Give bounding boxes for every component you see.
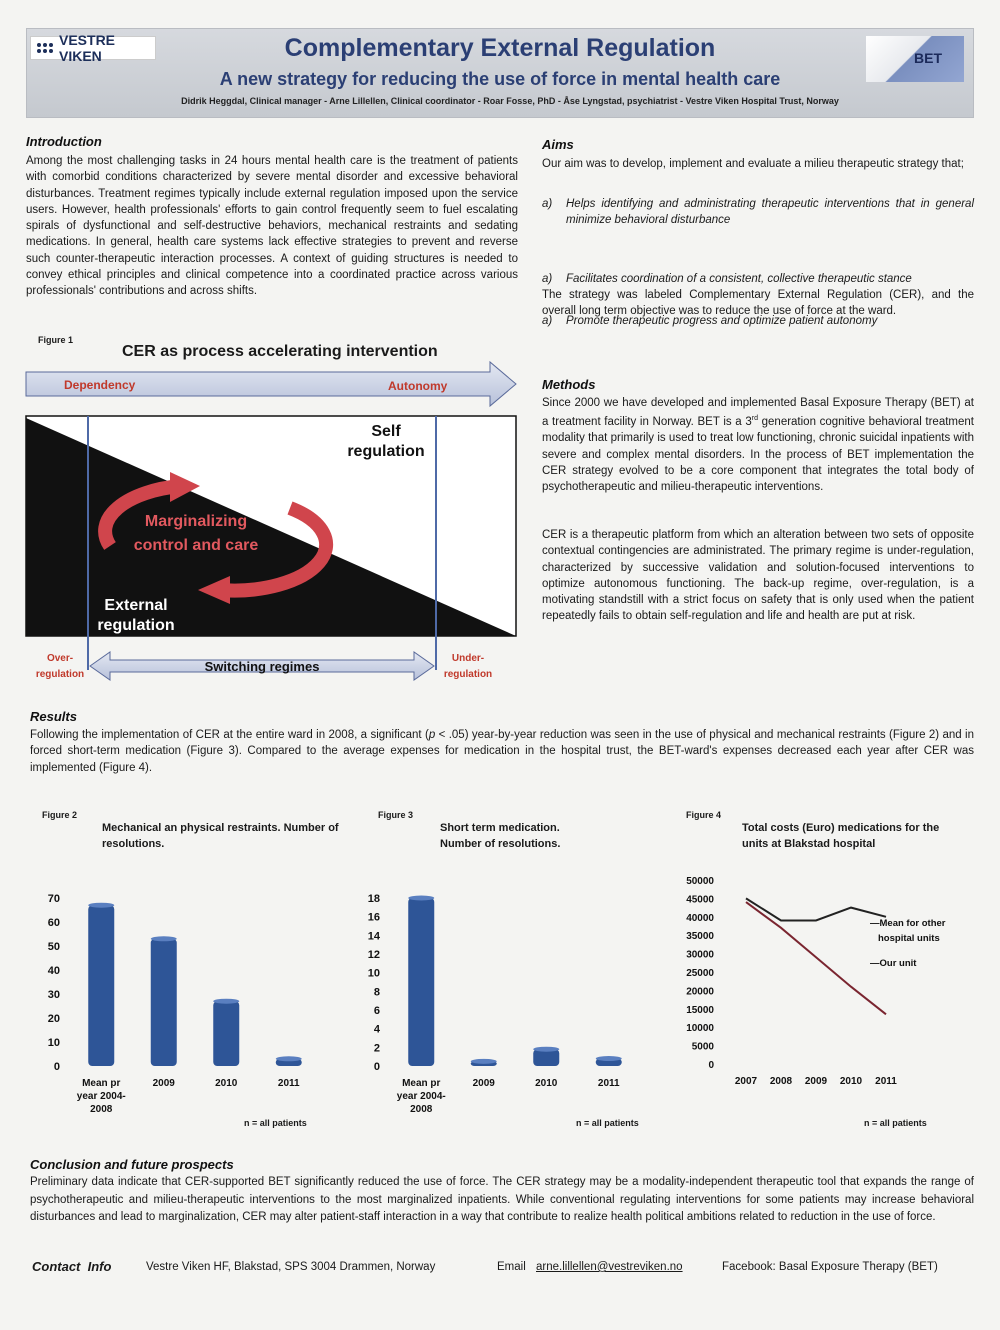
bar xyxy=(151,939,177,1066)
aims-heading: Aims xyxy=(542,137,574,152)
y-tick-label: 50000 xyxy=(686,876,714,887)
bet-badge xyxy=(866,36,964,82)
x-tick-label: 2009 xyxy=(804,1076,828,1087)
y-tick-label: 30000 xyxy=(686,949,714,961)
aims-item-3: a) Promote therapeutic progress and optimize patient autonomy xyxy=(542,315,878,327)
bet-badge-text: BET xyxy=(914,50,942,66)
y-tick-label: 8 xyxy=(373,986,380,999)
y-tick-label: 18 xyxy=(367,893,380,905)
over-regulation-label-2: regulation xyxy=(35,669,85,680)
x-tick-label: 2011 xyxy=(597,1078,620,1089)
introduction-text: Among the most challenging tasks in 24 hours mental health care is the treatment of patients with comorbid conditions characterized by severe mental disorder and excessive behavioral disturbances. Treatment regimes typically include external regulation imposed upon the service users. However, health professionals' efforts to gain control frequently seem to fuel escalating spirals of dysfunctional and self-destructive behaviors, mechanical restraints and sedating medications. In general, health care systems lack effective strategies to prevent and reverse such counter-therapeutic interaction processes. A context of guiding structures is needed to convey ethical principles and clinical competence into a coordinated practice across various professionals' contributions and across shifts. xyxy=(26,155,518,298)
legend-entry-mean-cont: hospital units xyxy=(878,933,940,944)
y-tick-label: 10000 xyxy=(686,1023,714,1035)
x-tick-label: 2010 xyxy=(535,1078,558,1089)
under-regulation-label-1: Under- xyxy=(451,653,485,664)
y-tick-label: 12 xyxy=(367,949,380,961)
external-regulation-label-1: External xyxy=(104,597,168,614)
y-tick-label: 16 xyxy=(367,911,380,924)
bar-top xyxy=(88,903,114,908)
bar xyxy=(213,1001,239,1066)
aims-item-1: a) Helps identifying and administrating therapeutic interventions that in general minimize behavioral disturbance xyxy=(542,198,974,226)
y-tick-label: 30 xyxy=(47,989,60,1001)
y-tick-label: 50 xyxy=(47,941,60,953)
x-tick-label: year 2004- xyxy=(76,1091,126,1102)
over-regulation-label-1: Over- xyxy=(46,653,74,664)
vestre-viken-logo xyxy=(30,32,156,64)
bar xyxy=(88,905,114,1066)
external-regulation-label-2: regulation xyxy=(97,617,175,634)
x-tick-label: 2007 xyxy=(734,1076,758,1087)
x-tick-label: 2009 xyxy=(472,1078,495,1089)
figure2-note: n = all patients xyxy=(244,1118,307,1128)
bar-top xyxy=(276,1056,302,1061)
marginalizing-label-1: Marginalizing xyxy=(144,513,248,530)
figure3-chart xyxy=(350,880,650,1120)
y-tick-label: 40000 xyxy=(686,912,714,924)
self-regulation-label-1: Self xyxy=(371,423,401,440)
contact-email-link[interactable]: arne.lillellen@vestreviken.no xyxy=(536,1261,683,1273)
y-tick-label: 5000 xyxy=(691,1041,714,1053)
contact-email-label: Email xyxy=(497,1261,526,1273)
contact-address: Vestre Viken HF, Blakstad, SPS 3004 Drammen, Norway xyxy=(146,1261,436,1273)
aims-outro: The strategy was labeled Complementary External Regulation (CER), and the overall long term objective was to reduce the use of force at the ward. xyxy=(542,289,974,318)
methods-paragraph-2: CER is a therapeutic platform from which an alteration between two sets of opposite contextual contingencies are administrated. The primary regime is under-regulation, characterized by successive validation and solution-focused interventions to optimize autonomous functioning. The back-up regime, over-regulation, is a motivating standstill with a strict focus on safety that is only used when the patient repeatedly fails to obtain self-regulation and life and health are put at risk. xyxy=(542,529,974,623)
y-tick-label: 35000 xyxy=(686,931,714,943)
legend-entry-mean: —Mean for other xyxy=(870,918,946,929)
marginalizing-label-2: control and care xyxy=(133,537,259,554)
x-tick-label: 2008 xyxy=(90,1104,113,1115)
contact-heading: Contact Info xyxy=(32,1259,112,1274)
y-tick-label: 60 xyxy=(47,917,60,929)
y-tick-label: 20000 xyxy=(686,986,714,998)
switching-regimes-label: Switching regimes xyxy=(204,659,320,674)
dependency-label: Dependency xyxy=(64,378,136,392)
figure2-title: Mechanical an physical restraints. Number of resolutions. xyxy=(102,822,339,850)
conclusion-text: Preliminary data indicate that CER-supported BET significantly reduced the use of force. The CER strategy may be a modality-independent therapeutic tool that expands the range of psychotherapeutic and milieu-therapeutic interventions to the most marginalized inpatients. While conventional regulating interventions for some patients may increase behavioral disturbances and lead to marginalization, CER may alter patient-staff interaction in a way that contribute to realize health political ambitions related to reduction in the use of force. xyxy=(30,1176,974,1223)
y-tick-label: 0 xyxy=(708,1060,714,1071)
x-tick-label: 2008 xyxy=(769,1076,793,1087)
x-tick-label: 2011 xyxy=(875,1076,897,1087)
autonomy-label: Autonomy xyxy=(388,379,448,393)
figure3-label: Figure 3 xyxy=(378,810,414,820)
figure3-note: n = all patients xyxy=(576,1118,639,1128)
x-tick-label: 2009 xyxy=(152,1078,175,1089)
y-tick-label: 70 xyxy=(47,893,60,905)
under-regulation-label-2: regulation xyxy=(443,669,493,680)
aims-intro: Our aim was to develop, implement and evaluate a milieu therapeutic strategy that; xyxy=(542,158,964,170)
poster-subtitle: A new strategy for reducing the use of force in mental health care xyxy=(219,69,781,89)
poster-authors: Didrik Heggdal, Clinical manager - Arne Lillellen, Clinical coordinator - Roar Fosse, PhD - Åse Lyngstad, psychiatrist - Vestre Viken Hospital Trust, Norway xyxy=(181,96,839,106)
figure4-note: n = all patients xyxy=(864,1118,927,1128)
figure4-title: Total costs (Euro) medications for the units at Blakstad hospital xyxy=(742,822,940,850)
x-tick-label: Mean pr xyxy=(82,1078,121,1089)
methods-paragraph-1: Since 2000 we have developed and implemented Basal Exposure Therapy (BET) at a treatment facility in Norway. BET is a 3rd generation cognitive behavioral treatment modality that primarily is used to treat low functioning, chronic suicidal inpatients with severe and complex mental disorders. In the process of BET implementation the CER strategy evolved to be a core component that integrates the total body of psychotherapeutic and milieu-therapeutic interventions. xyxy=(542,397,974,494)
aims-item-2: a) Facilitates coordination of a consistent, collective therapeutic stance xyxy=(542,273,912,285)
contact-facebook: Facebook: Basal Exposure Therapy (BET) xyxy=(722,1261,938,1273)
y-tick-label: 0 xyxy=(373,1061,380,1073)
bar-top xyxy=(213,999,239,1004)
y-tick-label: 10 xyxy=(47,1037,60,1049)
self-regulation-label-2: regulation xyxy=(347,443,425,460)
y-tick-label: 15000 xyxy=(686,1004,714,1016)
introduction-heading: Introduction xyxy=(26,134,102,149)
bar xyxy=(533,1049,559,1066)
bar-top xyxy=(596,1056,622,1061)
logo-text: VESTRE VIKEN xyxy=(59,32,116,64)
conclusion-heading: Conclusion and future prospects xyxy=(30,1157,234,1172)
x-tick-label: 2010 xyxy=(215,1078,238,1089)
bar xyxy=(408,898,434,1066)
series-line xyxy=(746,902,886,1014)
figure2-label: Figure 2 xyxy=(42,810,78,820)
bar-top xyxy=(408,896,434,901)
logo-dots-icon xyxy=(37,43,53,53)
x-tick-label: year 2004- xyxy=(396,1091,446,1102)
figure1-title: CER as process accelerating intervention xyxy=(122,343,438,360)
y-tick-label: 6 xyxy=(373,1005,380,1017)
figure4-label: Figure 4 xyxy=(686,810,722,820)
methods-heading: Methods xyxy=(542,377,596,392)
figure2-chart xyxy=(30,880,330,1120)
figure1-label: Figure 1 xyxy=(38,335,74,345)
y-tick-label: 10 xyxy=(367,967,380,980)
poster-title: Complementary External Regulation xyxy=(284,34,716,62)
x-tick-label: 2010 xyxy=(839,1076,863,1087)
x-tick-label: Mean pr xyxy=(402,1078,441,1089)
bar-top xyxy=(151,936,177,941)
results-text: Following the implementation of CER at the entire ward in 2008, a significant (p < .05) year-by-year reduction was seen in the use of physical and mechanical restraints (Figure 2) and in forced short-term medication (Figure 3). Compared to the average expenses for medication in the hospital trust, the BET-ward's expenses decreased each year after CER was implemented (Figure 4). xyxy=(30,729,974,774)
y-tick-label: 14 xyxy=(367,930,380,943)
y-tick-label: 40 xyxy=(47,965,60,977)
figure1-diagram xyxy=(20,360,520,690)
bar-top xyxy=(471,1059,497,1064)
bar-top xyxy=(533,1047,559,1052)
results-heading: Results xyxy=(30,709,77,724)
y-tick-label: 20 xyxy=(47,1013,60,1025)
y-tick-label: 0 xyxy=(53,1061,60,1073)
x-tick-label: 2011 xyxy=(277,1078,300,1089)
figure3-title: Short term medication. Number of resolutions. xyxy=(440,822,561,850)
y-tick-label: 25000 xyxy=(686,968,714,979)
y-tick-label: 4 xyxy=(373,1023,380,1036)
legend-entry-our-unit: —Our unit xyxy=(870,958,917,969)
y-tick-label: 2 xyxy=(373,1042,380,1055)
y-tick-label: 45000 xyxy=(686,894,714,906)
x-tick-label: 2008 xyxy=(410,1104,433,1115)
figure4-chart xyxy=(670,866,970,1096)
